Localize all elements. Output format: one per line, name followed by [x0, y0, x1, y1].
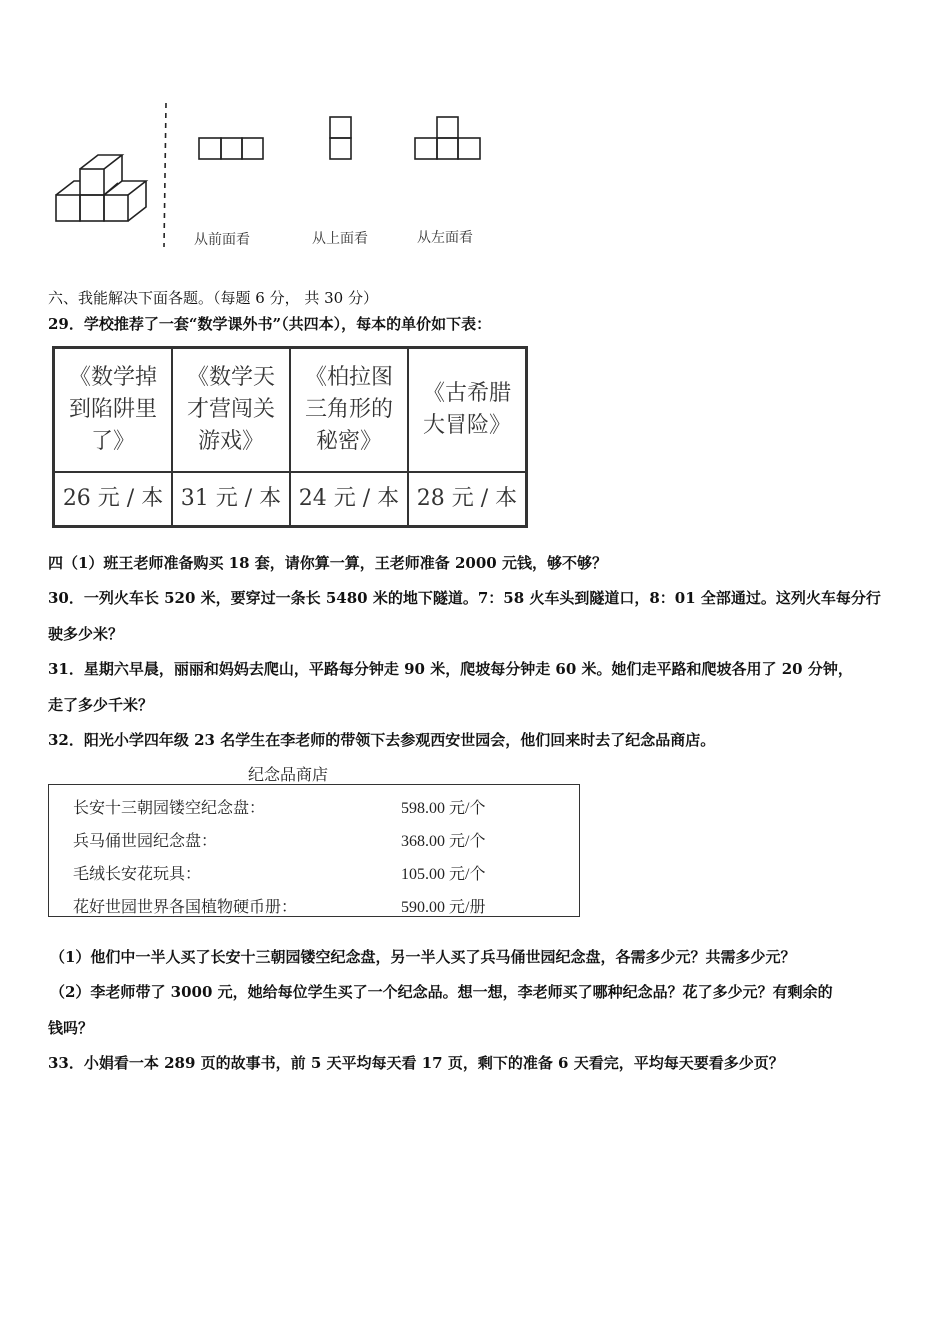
q31-line2: 走了多少千米？ [48, 696, 154, 714]
q32-sub2-line1: （2）李老师带了 3000 元，她给每位学生买了一个纪念品。想一想，李老师买了哪种纪念品？花了多少元？有剩余的 [50, 983, 833, 1001]
souvenir-price-list [48, 784, 580, 917]
q33-text: 33．小娟看一本 289 页的故事书，前 5 天平均每天看 17 页，剩下的准备 6 天看完，平均每天要看多少页？ [48, 1054, 784, 1072]
q29-intro: 29．学校推荐了一套“数学课外书”（共四本），每本的单价如下表： [48, 315, 492, 333]
souvenir-price: 598.00 元/个 [401, 800, 486, 817]
q32-sub1: （1）他们中一半人买了长安十三朝园镂空纪念盘，另一半人买了兵马俑世园纪念盘，各需多少元？共需多少元？ [50, 948, 796, 966]
cube-solid-drawing [56, 155, 146, 221]
book-title-cell: 《古希腊 大冒险》 [408, 348, 527, 473]
q29-question: 四（1）班王老师准备购买 18 套，请你算一算，王老师准备 2000 元钱，够不够？ [48, 554, 607, 572]
book-price-table [52, 346, 528, 528]
q30-line2: 驶多少米？ [48, 625, 124, 643]
souvenir-name: 兵马俑世园纪念盘： [73, 831, 218, 850]
book-title-cell: 《柏拉图 三角形的 秘密》 [290, 348, 408, 473]
left-view-label: 从左面看 [417, 230, 473, 246]
q30-line1: 30．一列火车长 520 米，要穿过一条长 5480 米的地下隧道。7：58 火车头到隧道口，8：01 全部通过。这列火车每分行 [48, 589, 881, 607]
book-price-cell: 24 元 / 本 [290, 472, 408, 527]
souvenir-name: 长安十三朝园镂空纪念盘： [73, 798, 266, 817]
q32-intro: 32．阳光小学四年级 23 名学生在李老师的带领下去参观西安世园会，他们回来时去了纪念品商店。 [48, 731, 716, 749]
top-view [330, 117, 351, 159]
front-view-label: 从前面看 [194, 232, 250, 248]
book-title-cell: 《数学天 才营闯关 游戏》 [172, 348, 290, 473]
book-price-cell: 28 元 / 本 [408, 472, 527, 527]
souvenir-price: 368.00 元/个 [401, 833, 486, 850]
section-heading: 六、我能解决下面各题。（每题 6 分， 共 30 分） [48, 289, 378, 307]
front-view [199, 138, 263, 159]
book-price-cell: 31 元 / 本 [172, 472, 290, 527]
q31-line1: 31．星期六早晨，丽丽和妈妈去爬山，平路每分钟走 90 米，爬坡每分钟走 60 米。她们走平路和爬坡各用了 20 分钟， [48, 660, 853, 678]
souvenir-price: 590.00 元/册 [401, 899, 486, 916]
shop-title: 纪念品商店 [248, 765, 329, 784]
left-view [415, 117, 480, 159]
souvenir-name: 毛绒长安花玩具： [73, 864, 202, 883]
q32-sub2-line2: 钱吗？ [48, 1019, 94, 1037]
souvenir-name: 花好世园世界各国植物硬币册： [73, 897, 298, 916]
book-title-cell: 《数学掉 到陷阱里 了》 [54, 348, 173, 473]
souvenir-price: 105.00 元/个 [401, 866, 486, 883]
book-price-cell: 26 元 / 本 [54, 472, 173, 527]
top-view-label: 从上面看 [312, 231, 368, 247]
dashed-divider [164, 103, 166, 247]
